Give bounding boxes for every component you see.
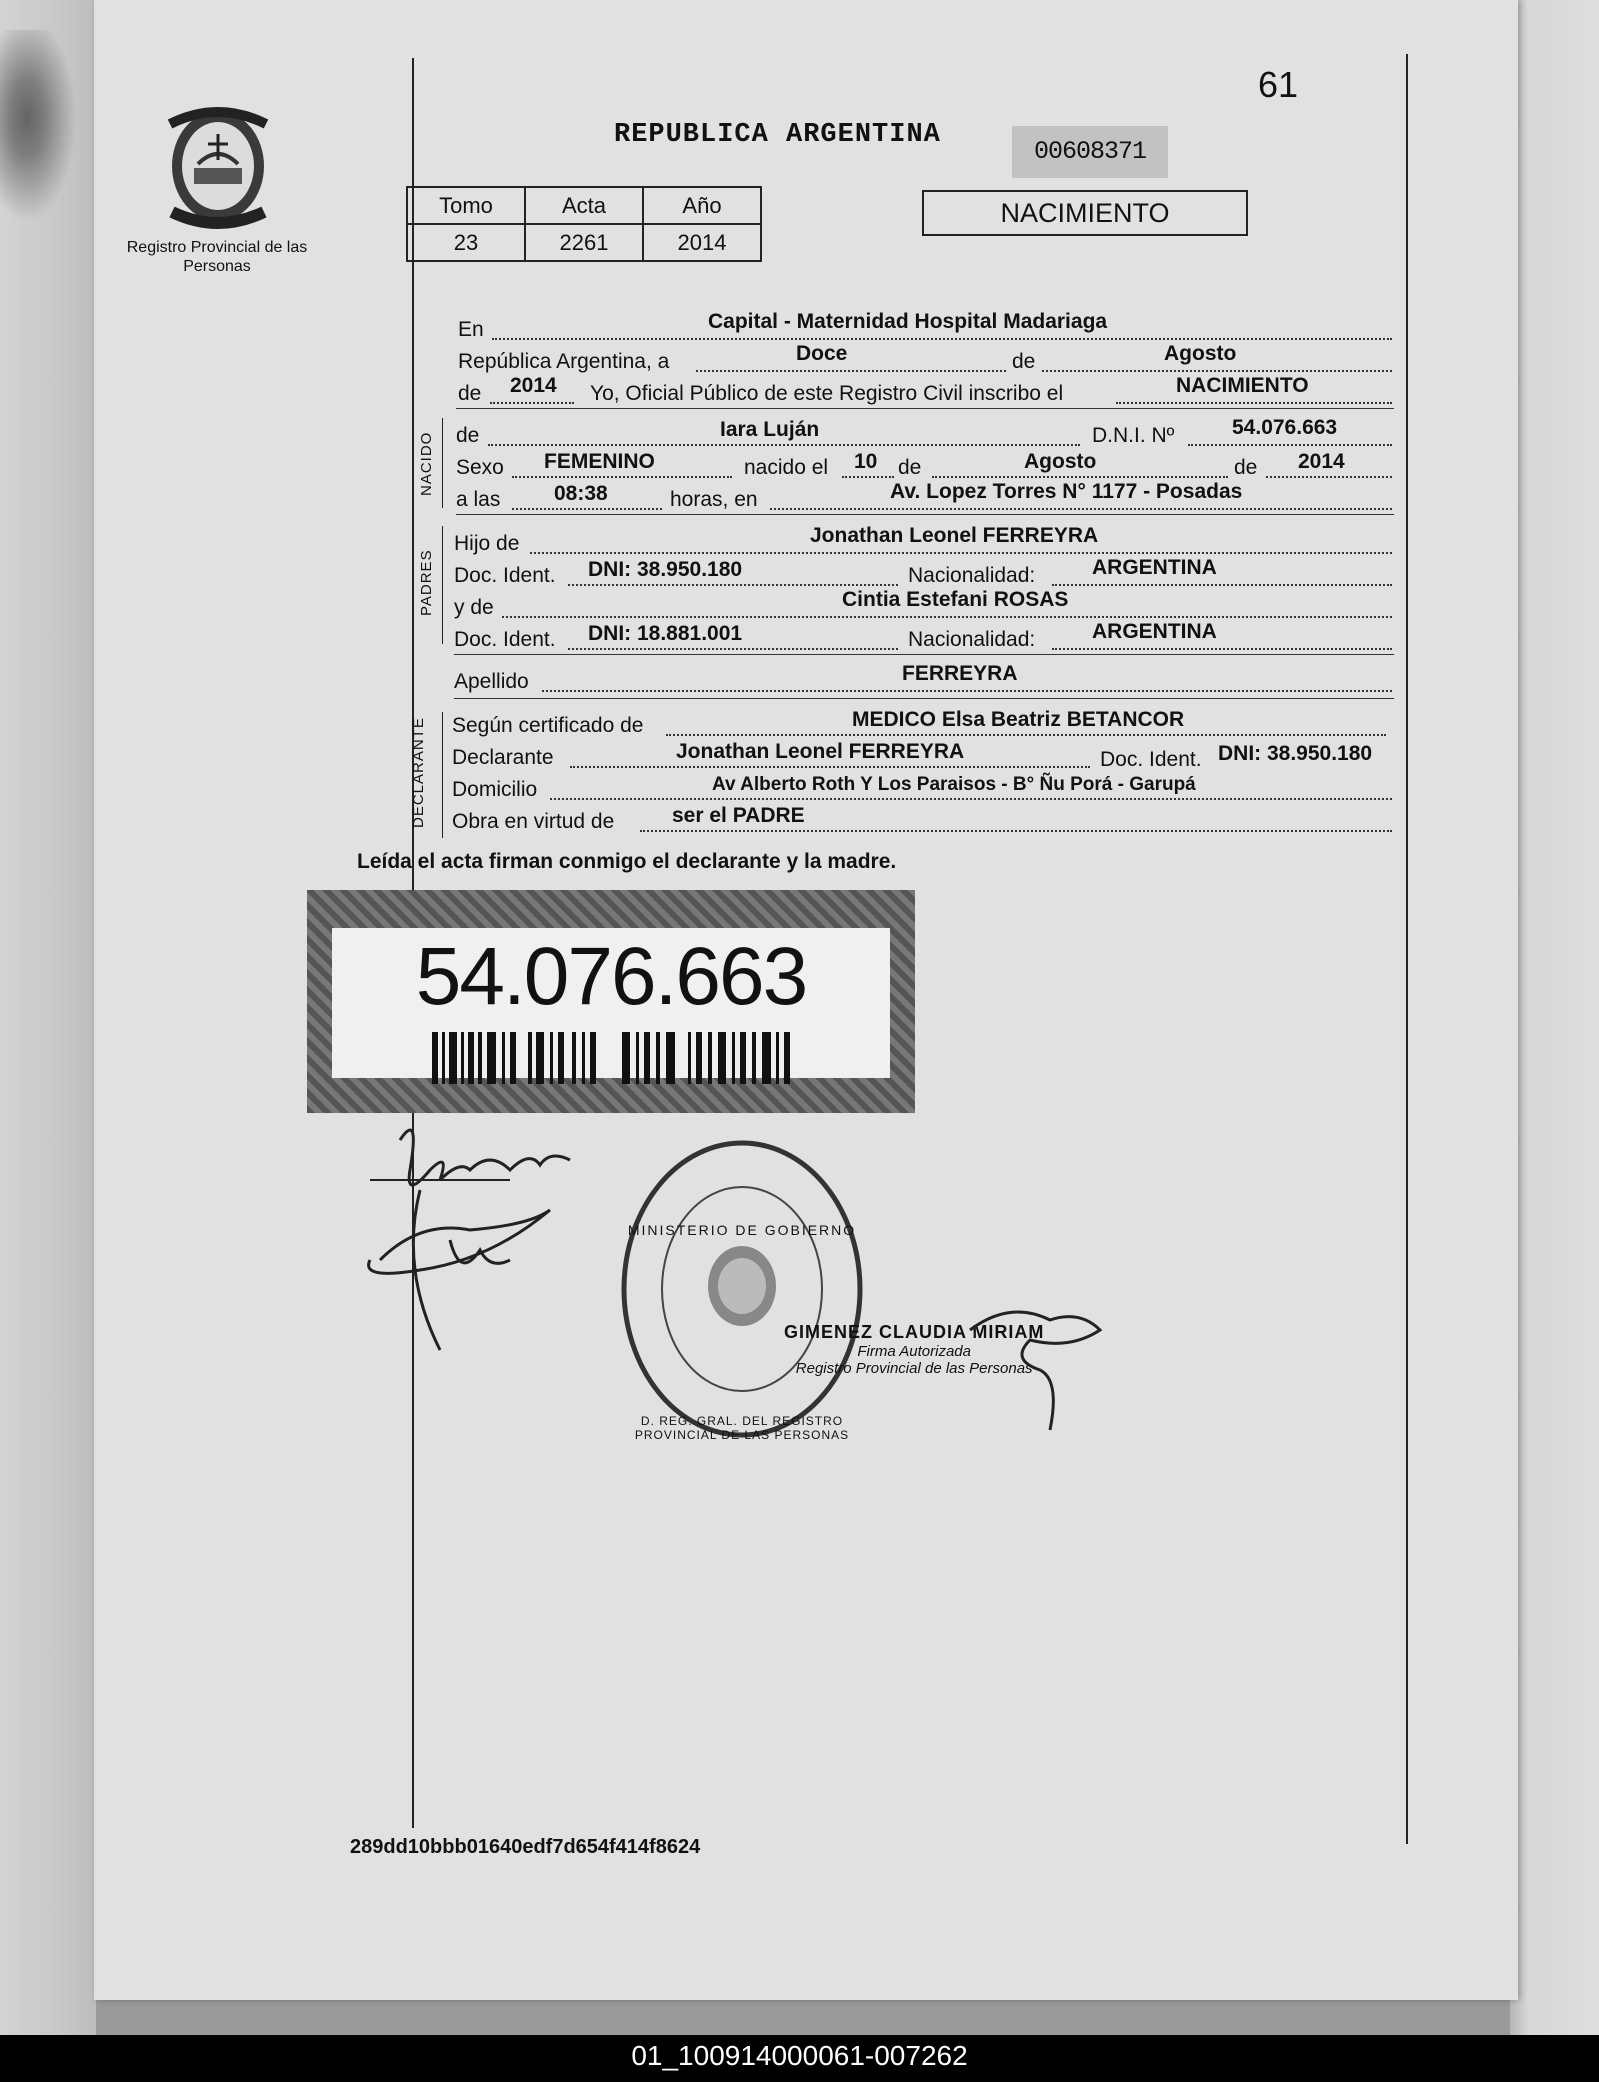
dotted-line — [550, 796, 1392, 800]
barcode-icon — [432, 1032, 796, 1084]
dotted-line — [640, 828, 1392, 832]
dotted-line — [490, 400, 574, 404]
day-value: Doce — [796, 342, 848, 365]
misiones-crest-icon — [158, 104, 278, 239]
declarant-address: Av Alberto Roth Y Los Paraisos - B° Ñu Porá - Garupá — [712, 774, 1196, 795]
act-type-value: NACIMIENTO — [1176, 374, 1309, 397]
dotted-line — [488, 442, 1080, 446]
segun-label: Según certificado de — [452, 714, 644, 737]
authority-role: Firma Autorizada — [857, 1343, 971, 1360]
dotted-line — [770, 506, 1392, 510]
dotted-line — [1266, 474, 1392, 478]
birth-time: 08:38 — [554, 482, 608, 505]
official-seal — [620, 1138, 864, 1440]
authority-name: GIMENEZ CLAUDIA MIRIAM — [784, 1322, 1045, 1342]
section-bracket — [442, 418, 443, 508]
obra-label: Obra en virtud de — [452, 810, 615, 833]
dotted-line — [492, 336, 1392, 340]
birth-day: 10 — [854, 450, 878, 473]
registry-name: Registro Provincial de las Personas — [126, 239, 308, 275]
nacionalidad-label: Nacionalidad: — [908, 564, 1036, 587]
declarante-label: Declarante — [452, 746, 554, 769]
act-type-box: NACIMIENTO — [922, 190, 1248, 236]
signature-official-icon — [950, 1290, 1120, 1440]
father-nationality: ARGENTINA — [1092, 556, 1217, 579]
doc-label: Doc. Ident. — [454, 628, 556, 651]
serial-number: 00608371 — [1012, 126, 1168, 178]
father-name: Jonathan Leonel FERREYRA — [810, 524, 1099, 547]
declarante-section-label: DECLARANTE — [410, 717, 427, 828]
dotted-line — [666, 732, 1386, 736]
de-label: de — [1012, 350, 1036, 373]
padres-section-label: PADRES — [418, 549, 435, 616]
nacionalidad-label: Nacionalidad: — [908, 628, 1036, 651]
birth-year: 2014 — [1298, 450, 1345, 473]
nacido-section-label: NACIDO — [418, 431, 435, 496]
authority-office: Registro Provincial de las Personas — [795, 1360, 1033, 1377]
inscribo-label: Yo, Oficial Público de este Registro Civil inscribo el — [590, 382, 1064, 405]
section-bracket — [442, 712, 443, 838]
birth-month: Agosto — [1024, 450, 1097, 473]
dotted-line — [1042, 368, 1392, 372]
divider — [454, 654, 1394, 655]
dni-sticker-number: 54.076.663 — [415, 931, 807, 1022]
dotted-line — [1052, 646, 1392, 650]
doc-label: Doc. Ident. — [454, 564, 556, 587]
doc-label: Doc. Ident. — [1100, 748, 1202, 771]
acts-as-value: ser el PADRE — [672, 804, 805, 827]
table-cell: 23 — [407, 224, 525, 261]
tomo-acta-anio-table — [406, 186, 762, 262]
dotted-line — [568, 582, 898, 586]
background-right — [1510, 0, 1599, 2035]
dotted-line — [512, 506, 662, 510]
table-header: Año — [643, 187, 761, 224]
dotted-line — [1052, 582, 1392, 586]
child-name: Iara Luján — [720, 418, 820, 441]
dni-sticker — [307, 890, 915, 1113]
hijo-label: Hijo de — [454, 532, 520, 555]
dotted-line — [530, 550, 1392, 554]
table-header: Tomo — [407, 187, 525, 224]
right-margin-line — [1406, 54, 1408, 1844]
certificate-by: MEDICO Elsa Beatriz BETANCOR — [852, 708, 1185, 731]
table-cell: 2261 — [525, 224, 643, 261]
background-left — [0, 0, 96, 2035]
divider — [456, 514, 1394, 515]
de-label: de — [456, 424, 480, 447]
seal-inner-text: MINISTERIO DE GOBIERNO — [627, 1222, 857, 1238]
mother-doc: DNI: 18.881.001 — [588, 622, 743, 645]
dotted-line — [502, 614, 1392, 618]
dni-value: 54.076.663 — [1232, 416, 1338, 439]
dotted-line — [570, 764, 1090, 768]
table-cell: 2014 — [643, 224, 761, 261]
mother-name: Cintia Estefani ROSAS — [842, 588, 1069, 611]
place-value: Capital - Maternidad Hospital Madariaga — [708, 310, 1108, 333]
mother-nationality: ARGENTINA — [1092, 620, 1217, 643]
de-label: de — [458, 382, 482, 405]
dotted-line — [542, 688, 1392, 692]
section-bracket — [442, 526, 443, 644]
yde-label: y de — [454, 596, 494, 619]
divider — [456, 408, 1394, 409]
seal-text: D. REG. GRAL. DEL REGISTRO PROVINCIAL DE LAS PERSONAS — [634, 1414, 850, 1442]
table-header: Acta — [525, 187, 643, 224]
month-value: Agosto — [1164, 342, 1237, 365]
dotted-line — [1188, 442, 1392, 446]
en-label: En — [458, 318, 484, 341]
dotted-line — [568, 646, 898, 650]
page-number: 61 — [1258, 64, 1299, 105]
divider — [454, 698, 1394, 699]
de-label: de — [898, 456, 922, 479]
alas-label: a las — [456, 488, 501, 511]
dotted-line — [932, 474, 1228, 478]
sex-value: FEMENINO — [544, 450, 655, 473]
file-caption: 01_100914000061-007262 — [631, 2040, 968, 2071]
year-value: 2014 — [510, 374, 557, 397]
surname-value: FERREYRA — [902, 662, 1018, 685]
document-title: REPUBLICA ARGENTINA — [614, 120, 941, 150]
nacido-label: nacido el — [744, 456, 829, 479]
dotted-line — [696, 368, 1006, 372]
declarant-name: Jonathan Leonel FERREYRA — [676, 740, 965, 763]
republica-label: República Argentina, a — [458, 350, 670, 373]
dotted-line — [1116, 400, 1392, 404]
birth-place: Av. Lopez Torres N° 1177 - Posadas — [890, 480, 1243, 503]
closing-statement: Leída el acta firman conmigo el declarante y la madre. — [357, 850, 897, 873]
de-label: de — [1234, 456, 1258, 479]
domicilio-label: Domicilio — [452, 778, 538, 801]
dotted-line — [512, 474, 732, 478]
dni-label: D.N.I. Nº — [1092, 424, 1175, 447]
father-doc: DNI: 38.950.180 — [588, 558, 743, 581]
document-hash: 289dd10bbb01640edf7d654f414f8624 — [350, 1836, 701, 1858]
sexo-label: Sexo — [456, 456, 504, 479]
apellido-label: Apellido — [454, 670, 529, 693]
dotted-line — [842, 474, 894, 478]
declarant-doc: DNI: 38.950.180 — [1218, 742, 1373, 765]
horas-label: horas, en — [670, 488, 758, 511]
signature-father-icon — [360, 1110, 580, 1370]
